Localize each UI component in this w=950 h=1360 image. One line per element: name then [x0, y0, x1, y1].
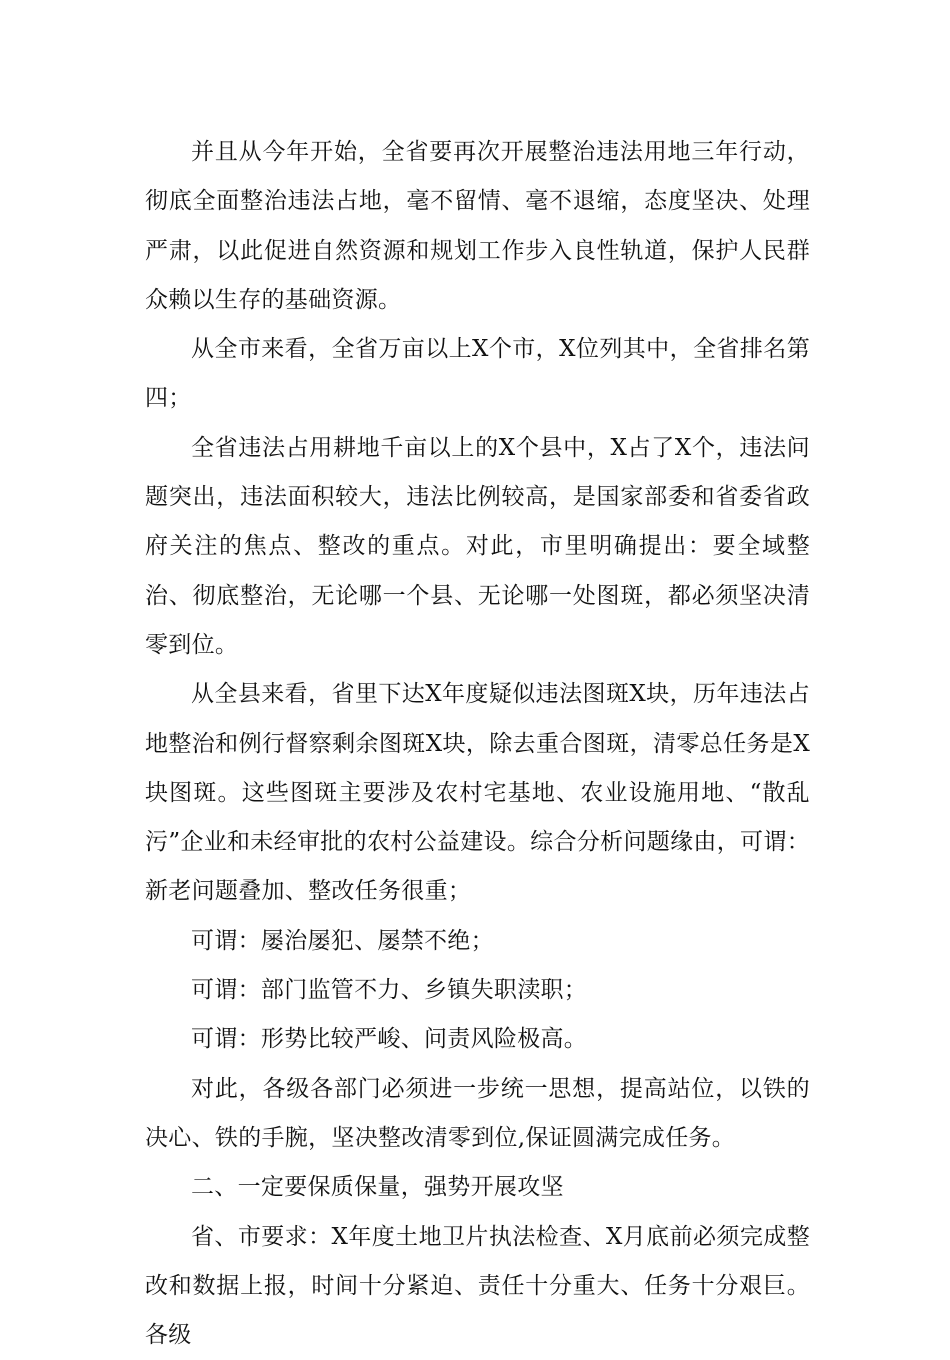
paragraph: 并且从今年开始，全省要再次开展整治违法用地三年行动，彻底全面整治违法占地，毫不留情、毫不退缩，态度坚决、处理严肃，以此促进自然资源和规划工作步入良性轨道，保护人民群众赖以生存的基础资源。	[145, 139, 810, 313]
paragraph: 从全县来看，省里下达X年度疑似违法图斑X块，历年违法占地整治和例行督察剩余图斑X块，除去重合图斑，清零总任务是X块图斑。这些图斑主要涉及农村宅基地、农业设施用地、“散乱污”企业和未经审批的农村公益建设。综合分析问题缘由，可谓：新老问题叠加、整改任务很重；	[145, 681, 810, 905]
paragraph: 可谓：部门监管不力、乡镇失职渎职；	[191, 977, 588, 1004]
paragraph: 对此，各级各部门必须进一步统一思想，提高站位，以铁的决心、铁的手腕，坚决整改清零到位,保证圆满完成任务。	[145, 1075, 810, 1151]
section-heading: 二、一定要保质保量，强势开展攻坚	[191, 1174, 564, 1201]
paragraph: 全省违法占用耕地千亩以上的X个县中，X占了X个，违法问题突出，违法面积较大，违法比例较高，是国家部委和省委省政府关注的焦点、整改的重点。对此，市里明确提出：要全域整治、彻底整治，无论哪一个县、无论哪一处图斑，都必须坚决清零到位。	[145, 434, 810, 658]
paragraph: 可谓：屡治屡犯、屡禁不绝；	[191, 927, 494, 954]
document-body	[145, 128, 810, 1360]
paragraph: 可谓：形势比较严峻、问责风险极高。	[191, 1026, 588, 1053]
paragraph: 从全市来看，全省万亩以上X个市，X位列其中，全省排名第四；	[145, 336, 810, 412]
paragraph: 省、市要求：X年度土地卫片执法检查、X月底前必须完成整改和数据上报，时间十分紧迫、责任十分重大、任务十分艰巨。各级	[145, 1223, 810, 1349]
